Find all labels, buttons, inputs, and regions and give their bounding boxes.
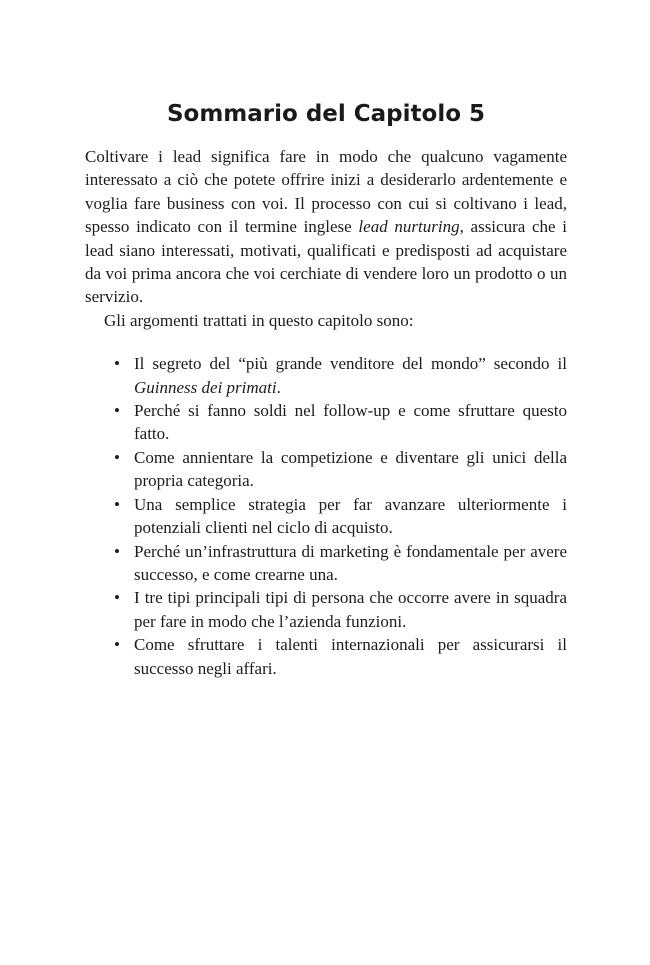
topic-item	[85, 540, 567, 587]
bullet-icon: •	[114, 354, 120, 374]
bullet-icon: •	[114, 588, 120, 608]
topic-item	[85, 586, 567, 633]
topic-text: Perché si fanno soldi nel follow-up e come sfruttare questo fatto.	[134, 401, 567, 444]
topic-item	[85, 446, 567, 493]
topic-item	[85, 633, 567, 680]
topic-text: Come sfruttare i talenti internazionali per assicurarsi il successo negli affari.	[134, 635, 567, 678]
topics-intro: Gli argomenti trattati in questo capitolo sono:	[104, 310, 414, 330]
topic-item	[85, 399, 567, 446]
chapter-summary-heading: Sommario del Capitolo 5	[166, 101, 486, 127]
bullet-icon: •	[114, 541, 120, 561]
topic-text: Perché un’infrastruttura di marketing è fondamentale per avere successo, e come crearne una.	[134, 541, 567, 584]
intro-text-2: , assicura che i lead siano interessati, motivati, qualificati e predisposti ad acquistare da voi prima ancora che voi cerchiate di vendere loro un prodotto o un servizio.	[85, 217, 567, 307]
topic-text: Il segreto del “più grande venditore del mondo” secondo il	[134, 354, 567, 374]
topics-list	[85, 352, 567, 680]
topic-item	[85, 493, 567, 540]
intro-text-1: Coltivare i lead significa fare in modo che qualcuno vagamente interessato a ciò che potete offrire inizi a desiderarlo ardentemente e voglia fare business con voi. Il processo con cui si coltivano i lead, spesso indicato con il termine inglese	[85, 147, 567, 237]
intro-term: lead nurturing	[358, 217, 460, 237]
bullet-icon: •	[114, 635, 120, 655]
topic-text: I tre tipi principali tipi di persona che occorre avere in squadra per fare in modo che l’azienda funzioni.	[134, 588, 567, 631]
bullet-icon: •	[114, 401, 120, 421]
topic-text: Come annientare la competizione e diventare gli unici della propria categoria.	[134, 447, 567, 491]
topic-italic: Guinness dei primati	[134, 377, 277, 397]
bullet-icon: •	[114, 494, 120, 514]
topic-item	[85, 352, 567, 399]
page	[85, 96, 567, 680]
topic-text-after: .	[276, 377, 281, 397]
topic-text: Una semplice strategia per far avanzare ulteriormente i potenziali clienti nel ciclo di acquisto.	[134, 494, 567, 538]
intro-paragraph	[85, 145, 567, 309]
bullet-icon: •	[114, 447, 120, 467]
